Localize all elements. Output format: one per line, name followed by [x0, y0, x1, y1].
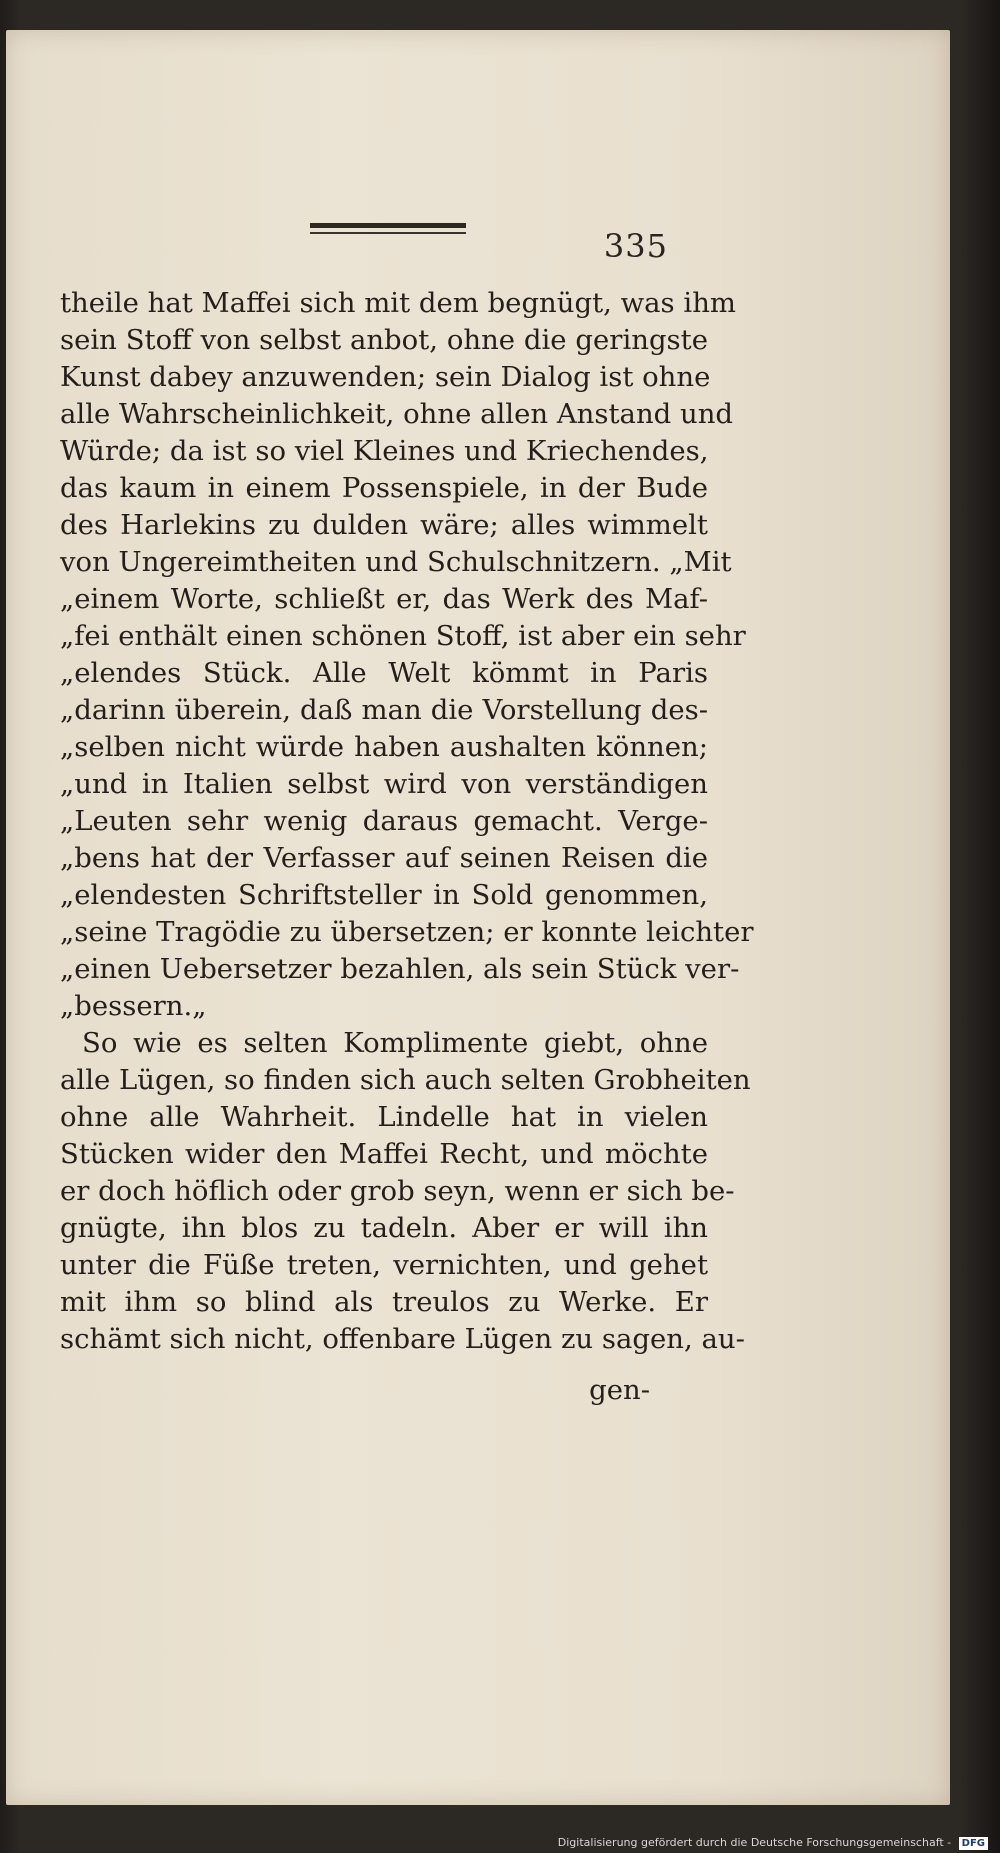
digitization-footer [558, 1836, 988, 1850]
text-line: „seine Tragödie zu übersetzen; er konnte leichter [60, 916, 754, 948]
text-line: des Harlekins zu dulden wäre; alles wimmelt [60, 509, 708, 541]
header-rule-thin [310, 232, 466, 234]
text-line: „darinn überein, daß man die Vorstellung des- [60, 694, 708, 726]
text-line: alle Wahrscheinlichkeit, ohne allen Anstand und [60, 398, 734, 430]
text-line: alle Lügen, so finden sich auch selten Grobheiten [60, 1064, 751, 1096]
text-line: „elendesten Schriftsteller in Sold genommen, [60, 879, 708, 911]
text-line: „fei enthält einen schönen Stoff, ist aber ein sehr [60, 620, 746, 652]
text-line: „selben nicht würde haben aushalten können; [60, 731, 708, 763]
text-line: „einem Worte, schließt er, das Werk des Maf- [60, 583, 708, 615]
dfg-logo-badge: DFG [959, 1837, 988, 1850]
text-line: schämt sich nicht, offenbare Lügen zu sagen, au- [60, 1323, 745, 1355]
catchword: gen- [589, 1374, 650, 1406]
text-line: er doch höflich oder grob seyn, wenn er sich be- [60, 1175, 735, 1207]
text-line: theile hat Maffei sich mit dem begnügt, was ihm [60, 287, 736, 319]
text-line: „bens hat der Verfasser auf seinen Reisen die [60, 842, 708, 874]
text-line: „elendes Stück. Alle Welt kömmt in Paris [60, 657, 708, 689]
footer-text: Digitalisierung gefördert durch die Deutsche Forschungsgemeinschaft - [557, 1836, 952, 1849]
text-line: mit ihm so blind als treulos zu Werke. Er [60, 1286, 708, 1318]
text-line: sein Stoff von selbst anbot, ohne die geringste [60, 324, 708, 356]
text-line: „einen Uebersetzer bezahlen, als sein Stück ver- [60, 953, 740, 985]
text-line: „und in Italien selbst wird von verständigen [60, 768, 708, 800]
text-line: Würde; da ist so viel Kleines und Kriechendes, [60, 435, 709, 467]
text-line: „Leuten sehr wenig daraus gemacht. Verge- [60, 805, 708, 837]
body-text [60, 285, 754, 1358]
text-line: gnügte, ihn blos zu tadeln. Aber er will ihn [60, 1212, 708, 1244]
book-page [6, 30, 950, 1805]
text-line: das kaum in einem Possenspiele, in der Bude [60, 472, 708, 504]
text-line: So wie es selten Komplimente giebt, ohne [82, 1027, 708, 1059]
text-line: ohne alle Wahrheit. Lindelle hat in vielen [60, 1101, 708, 1133]
text-line: Stücken wider den Maffei Recht, und möchte [60, 1138, 708, 1170]
text-line: unter die Füße treten, vernichten, und gehet [60, 1249, 708, 1281]
text-line: „bessern.„ [60, 990, 207, 1022]
text-line: Kunst dabey anzuwenden; sein Dialog ist ohne [60, 361, 711, 393]
text-line: von Ungereimtheiten und Schulschnitzern. „Mit [60, 546, 732, 578]
header-rule-thick [310, 223, 466, 228]
header-rule [310, 223, 466, 237]
page-number: 335 [603, 227, 668, 265]
